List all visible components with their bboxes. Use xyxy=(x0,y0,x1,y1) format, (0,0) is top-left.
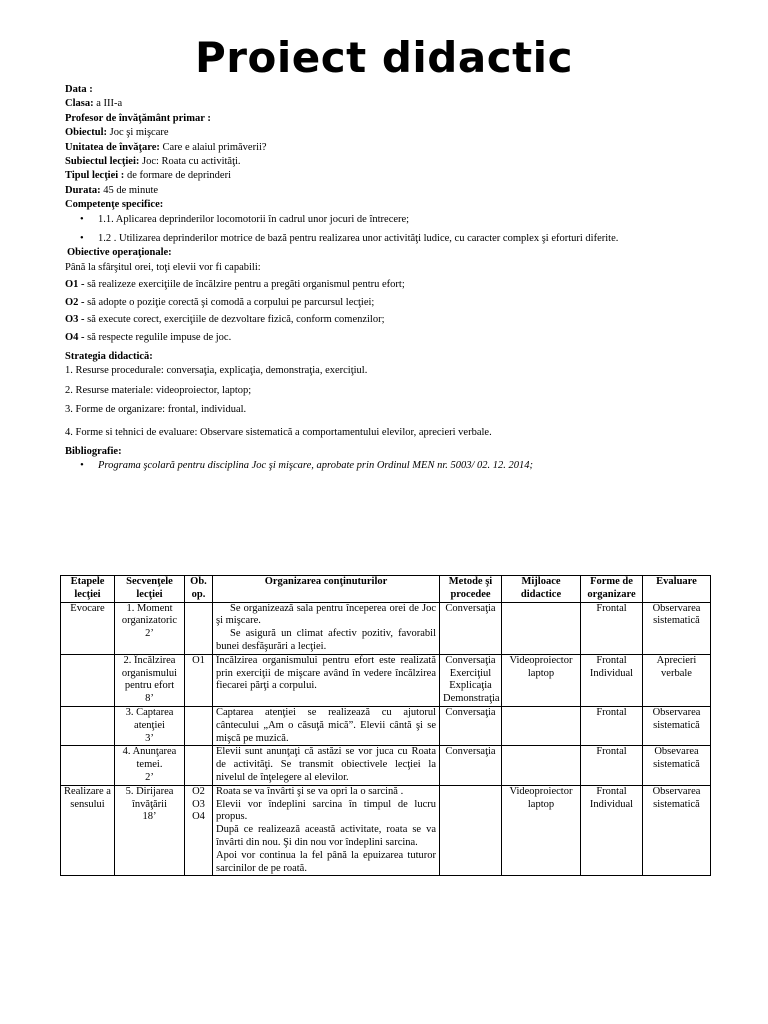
cell-secventa: 5. Dirijarea învăţării 18’ xyxy=(115,785,185,876)
field-value: de formare de deprinderi xyxy=(126,170,232,182)
obiective-intro: Până la sfârşitul orei, toţi elevii vor fi capabili: xyxy=(65,261,261,273)
cell-ob: O1 xyxy=(185,654,213,706)
cell-etapa xyxy=(61,706,115,745)
strategia-item: 1. Resurse procedurale: conversaţia, explicaţia, demonstraţia, exerciţiul. xyxy=(65,365,368,377)
field-label: Subiectul lecţiei: xyxy=(65,156,140,168)
table-row xyxy=(61,785,711,876)
competenta-item: • 1.2 . Utilizarea deprinderilor motrice de bază pentru realizarea unor activităţi ludice, cu caracter complex şi eforturi diferite. xyxy=(65,232,705,246)
lesson-info xyxy=(65,83,705,474)
cell-metode: Conversaţia xyxy=(440,706,502,745)
cell-continut: Roata se va învârti şi se va opri la o sarcină . Elevii vor îndeplini sarcina în timpul de lucru propus. După ce realizează această activitate, roata se va învârti din nou. Şi din nou vor îndeplini sarcina. Apoi vor continua la fel până la epuizarea tuturor sarcinilor de pe roată. xyxy=(213,785,440,876)
field-clasa xyxy=(65,97,705,111)
strategia-item: 4. Forme si tehnici de evaluare: Observare sistematică a comportamentului elevilor, aprecieri verbale. xyxy=(65,426,492,438)
field-durata xyxy=(65,184,705,198)
table-header-row xyxy=(61,576,711,603)
cell-secventa: 1. Moment organizatoric 2’ xyxy=(115,602,185,654)
field-value: Care e alaiul primăverii? xyxy=(162,141,267,153)
field-label: Obiectul: xyxy=(65,127,107,139)
cell-forme: Frontal xyxy=(581,602,643,654)
cell-evaluare: Observarea sistematică xyxy=(643,706,711,745)
cell-continut: Captarea atenţiei se realizează cu ajutorul cântecului „Am o căsuţă mică”. Elevii cântă şi se mişcă pe muzică. xyxy=(213,706,440,745)
cell-ob xyxy=(185,602,213,654)
cell-metode: Conversaţia xyxy=(440,602,502,654)
cell-forme: Frontal Individual xyxy=(581,785,643,876)
page-title: Proiect didactic xyxy=(195,33,573,82)
cell-secventa: 4. Anunţarea temei. 2’ xyxy=(115,746,185,785)
cell-evaluare: Obsevarea sistematică xyxy=(643,746,711,785)
strategia-heading: Strategia didactică: xyxy=(65,350,153,362)
field-label: Profesor de învăţământ primar : xyxy=(65,112,211,124)
cell-evaluare: Observarea sistematică xyxy=(643,785,711,876)
column-header: Organizarea conţinuturilor xyxy=(213,576,440,603)
field-label: Unitatea de învăţare: xyxy=(65,141,160,153)
field-subiectul xyxy=(65,155,705,169)
column-header: Ob. op. xyxy=(185,576,213,603)
cell-secventa: 3. Captarea atenţiei 3’ xyxy=(115,706,185,745)
field-label: Durata: xyxy=(65,184,101,196)
column-header: Evaluare xyxy=(643,576,711,603)
cell-mijloace xyxy=(502,706,581,745)
column-header: Secvenţele lecţiei xyxy=(115,576,185,603)
bibliografie-item: • Programa şcolară pentru disciplina Joc şi mişcare, aprobate prin Ordinul MEN nr. 5003/ 02. 12. 2014; xyxy=(65,459,705,473)
strategia-item: 2. Resurse materiale: videoproiector, laptop; xyxy=(65,384,252,396)
table-row xyxy=(61,654,711,706)
field-tipul xyxy=(65,169,705,183)
column-header: Etapele lecţiei xyxy=(61,576,115,603)
cell-ob xyxy=(185,746,213,785)
cell-forme: Frontal xyxy=(581,746,643,785)
objective-o1: O1 - să realizeze exerciţiile de încălzire pentru a pregăti organismul pentru efort; xyxy=(65,279,405,291)
field-value: Joc: Roata cu activităţi. xyxy=(142,156,241,168)
cell-metode: Conversaţia xyxy=(440,746,502,785)
cell-forme: Frontal Individual xyxy=(581,654,643,706)
table-row xyxy=(61,706,711,745)
table-row xyxy=(61,602,711,654)
cell-secventa: 2. Încălzirea organismului pentru efort 8’ xyxy=(115,654,185,706)
cell-ob: O2 O3 O4 xyxy=(185,785,213,876)
obiective-heading: Obiective operaţionale: xyxy=(67,247,172,259)
column-header: Forme de organizare xyxy=(581,576,643,603)
cell-etapa xyxy=(61,654,115,706)
objective-o2: O2 - să adopte o poziţie corectă şi comodă a corpului pe parcursul lecţiei; xyxy=(65,296,375,308)
cell-mijloace: Videoproiector laptop xyxy=(502,654,581,706)
cell-metode: Conversaţia Exerciţiul Explicaţia Demonstraţia xyxy=(440,654,502,706)
cell-mijloace xyxy=(502,602,581,654)
field-label: Tipul lecţiei : xyxy=(65,170,125,182)
field-value: a III-a xyxy=(96,98,123,110)
cell-metode xyxy=(440,785,502,876)
cell-evaluare: Observarea sistematică xyxy=(643,602,711,654)
cell-ob xyxy=(185,706,213,745)
field-obiectul xyxy=(65,126,705,140)
field-label: Data : xyxy=(65,84,93,95)
cell-forme: Frontal xyxy=(581,706,643,745)
column-header: Metode şi procedee xyxy=(440,576,502,603)
cell-continut: Se organizează sala pentru începerea orei de Joc şi mişcare. Se asigură un climat afectiv pozitiv, favorabil bunei desfăşurări a lecţiei. xyxy=(213,602,440,654)
field-data xyxy=(65,83,705,97)
competenta-item: • 1.1. Aplicarea deprinderilor locomotorii în cadrul unor jocuri de întrecere; xyxy=(65,213,705,227)
table-row xyxy=(61,746,711,785)
field-value: 45 de minute xyxy=(103,184,159,196)
field-profesor xyxy=(65,112,705,126)
strategia-item: 3. Forme de organizare: frontal, individual. xyxy=(65,404,247,416)
objective-o3: O3 - să execute corect, exerciţiile de dezvoltare fizică, conform comenzilor; xyxy=(65,314,385,326)
cell-mijloace: Videoproiector laptop xyxy=(502,785,581,876)
cell-continut: Încălzirea organismului pentru efort este realizată prin exerciţii de mişcare având în vedere încălzirea fiecarei părţi a corpului. xyxy=(213,654,440,706)
cell-mijloace xyxy=(502,746,581,785)
bibliografie-heading: Bibliografie: xyxy=(65,445,122,457)
objective-o4: O4 - să respecte regulile impuse de joc. xyxy=(65,331,232,343)
cell-etapa: Evocare xyxy=(61,602,115,654)
cell-etapa xyxy=(61,746,115,785)
column-header: Mijloace didactice xyxy=(502,576,581,603)
field-value: Joc şi mişcare xyxy=(109,127,169,139)
competente-heading: Competenţe specifice: xyxy=(65,199,164,211)
lesson-table xyxy=(60,575,711,876)
field-label: Clasa: xyxy=(65,98,94,110)
cell-continut: Elevii sunt anunţaţi că astăzi se vor juca cu Roata de activităţi. Se transmit obiectivele lecţiei la nivelul de înţelegere al elevilor. xyxy=(213,746,440,785)
cell-etapa: Realizare a sensului xyxy=(61,785,115,876)
field-unitatea xyxy=(65,141,705,155)
cell-evaluare: Aprecieri verbale xyxy=(643,654,711,706)
